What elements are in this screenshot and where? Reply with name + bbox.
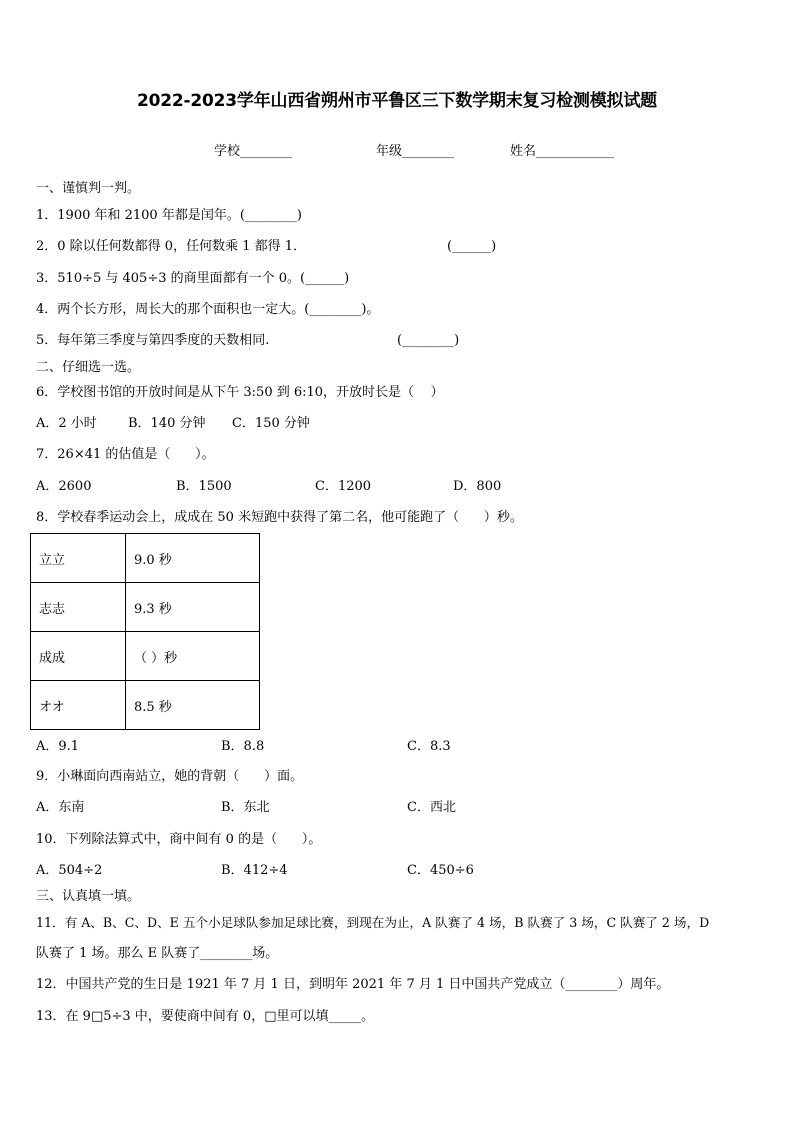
- table-cell-time: 9.0 秒: [126, 534, 260, 583]
- q7-option-d[interactable]: D．800: [453, 479, 502, 494]
- table-cell-time: 8.5 秒: [126, 681, 260, 730]
- question-6: 6．学校图书馆的开放时间是从下午 3:50 到 6:10，开放时长是（ ）: [36, 385, 444, 400]
- question-9: 9．小琳面向西南站立，她的背朝（ ）面。: [36, 769, 304, 784]
- question-4: 4．两个长方形，周长大的那个面积也一定大。(________)。: [36, 302, 380, 317]
- question-8: 8．学校春季运动会上，成成在 50 米短跑中获得了第二名，他可能跑了（ ）秒。: [36, 510, 523, 525]
- answer-blank-2[interactable]: (______): [447, 239, 497, 254]
- section-heading-choose: 二、仔细选一选。: [36, 360, 141, 375]
- q6-option-a[interactable]: A．2 小时: [36, 416, 97, 431]
- q9-option-a[interactable]: A．东南: [36, 800, 85, 815]
- question-7: 7．26×41 的估值是（ ）。: [36, 447, 215, 462]
- q10-option-c[interactable]: C．450÷6: [407, 863, 474, 878]
- page-title: 2022-2023学年山西省朔州市平鲁区三下数学期末复习检测模拟试题: [137, 91, 657, 111]
- question-10: 10．下列除法算式中，商中间有 0 的是（ ）。: [36, 832, 322, 847]
- table-cell-name: 成成: [31, 632, 126, 681]
- name-field[interactable]: 姓名____________: [510, 144, 615, 159]
- q10-option-a[interactable]: A．504÷2: [36, 863, 103, 878]
- table-cell-time: 9.3 秒: [126, 583, 260, 632]
- question-2: 2．0 除以任何数都得 0，任何数乘 1 都得 1．: [36, 239, 307, 254]
- table-row: [31, 534, 260, 583]
- q9-option-c[interactable]: C．西北: [407, 800, 456, 815]
- question-11-line-2: 队赛了 1 场。那么 E 队赛了________场。: [36, 946, 279, 961]
- q9-option-b[interactable]: B．东北: [221, 800, 270, 815]
- table-cell-name: 志志: [31, 583, 126, 632]
- section-heading-judge: 一、谨慎判一判。: [36, 181, 141, 196]
- q7-option-c[interactable]: C．1200: [315, 479, 372, 494]
- table-cell-name: オオ: [31, 681, 126, 730]
- grade-field[interactable]: 年级________: [376, 144, 455, 159]
- school-field[interactable]: 学校________: [214, 144, 293, 159]
- table-row: [31, 583, 260, 632]
- question-12: 12．中国共产党的生日是 1921 年 7 月 1 日，到明年 2021 年 7 月 1 日中国共产党成立（________）周年。: [36, 977, 670, 992]
- q8-option-c[interactable]: C．8.3: [407, 739, 451, 754]
- q7-option-a[interactable]: A．2600: [36, 479, 92, 494]
- q6-option-c[interactable]: C．150 分钟: [232, 416, 310, 431]
- section-heading-fill: 三、认真填一填。: [36, 889, 141, 904]
- q10-option-b[interactable]: B．412÷4: [221, 863, 288, 878]
- answer-blank-5[interactable]: (________): [397, 333, 460, 348]
- q6-option-b[interactable]: B．140 分钟: [128, 416, 206, 431]
- question-3: 3．510÷5 与 405÷3 的商里面都有一个 0。(______): [36, 271, 350, 286]
- table-row: [31, 681, 260, 730]
- q8-option-b[interactable]: B．8.8: [221, 739, 265, 754]
- q7-option-b[interactable]: B．1500: [176, 479, 232, 494]
- question-13: 13．在 9□5÷3 中，要使商中间有 0，□里可以填_____。: [36, 1009, 374, 1024]
- table-cell-time[interactable]: （ ）秒: [126, 632, 260, 681]
- table-row: [31, 632, 260, 681]
- question-5: 5．每年第三季度与第四季度的天数相同.: [36, 333, 270, 348]
- race-times-table: [30, 533, 260, 730]
- table-cell-name: 立立: [31, 534, 126, 583]
- question-1: 1．1900 年和 2100 年都是闰年。(________): [36, 208, 302, 223]
- question-11-line-1: 11．有 A、B、C、D、E 五个小足球队参加足球比赛，到现在为止，A 队赛了 4 场，B 队赛了 3 场，C 队赛了 2 场，D: [36, 915, 710, 930]
- q8-option-a[interactable]: A．9.1: [36, 739, 80, 754]
